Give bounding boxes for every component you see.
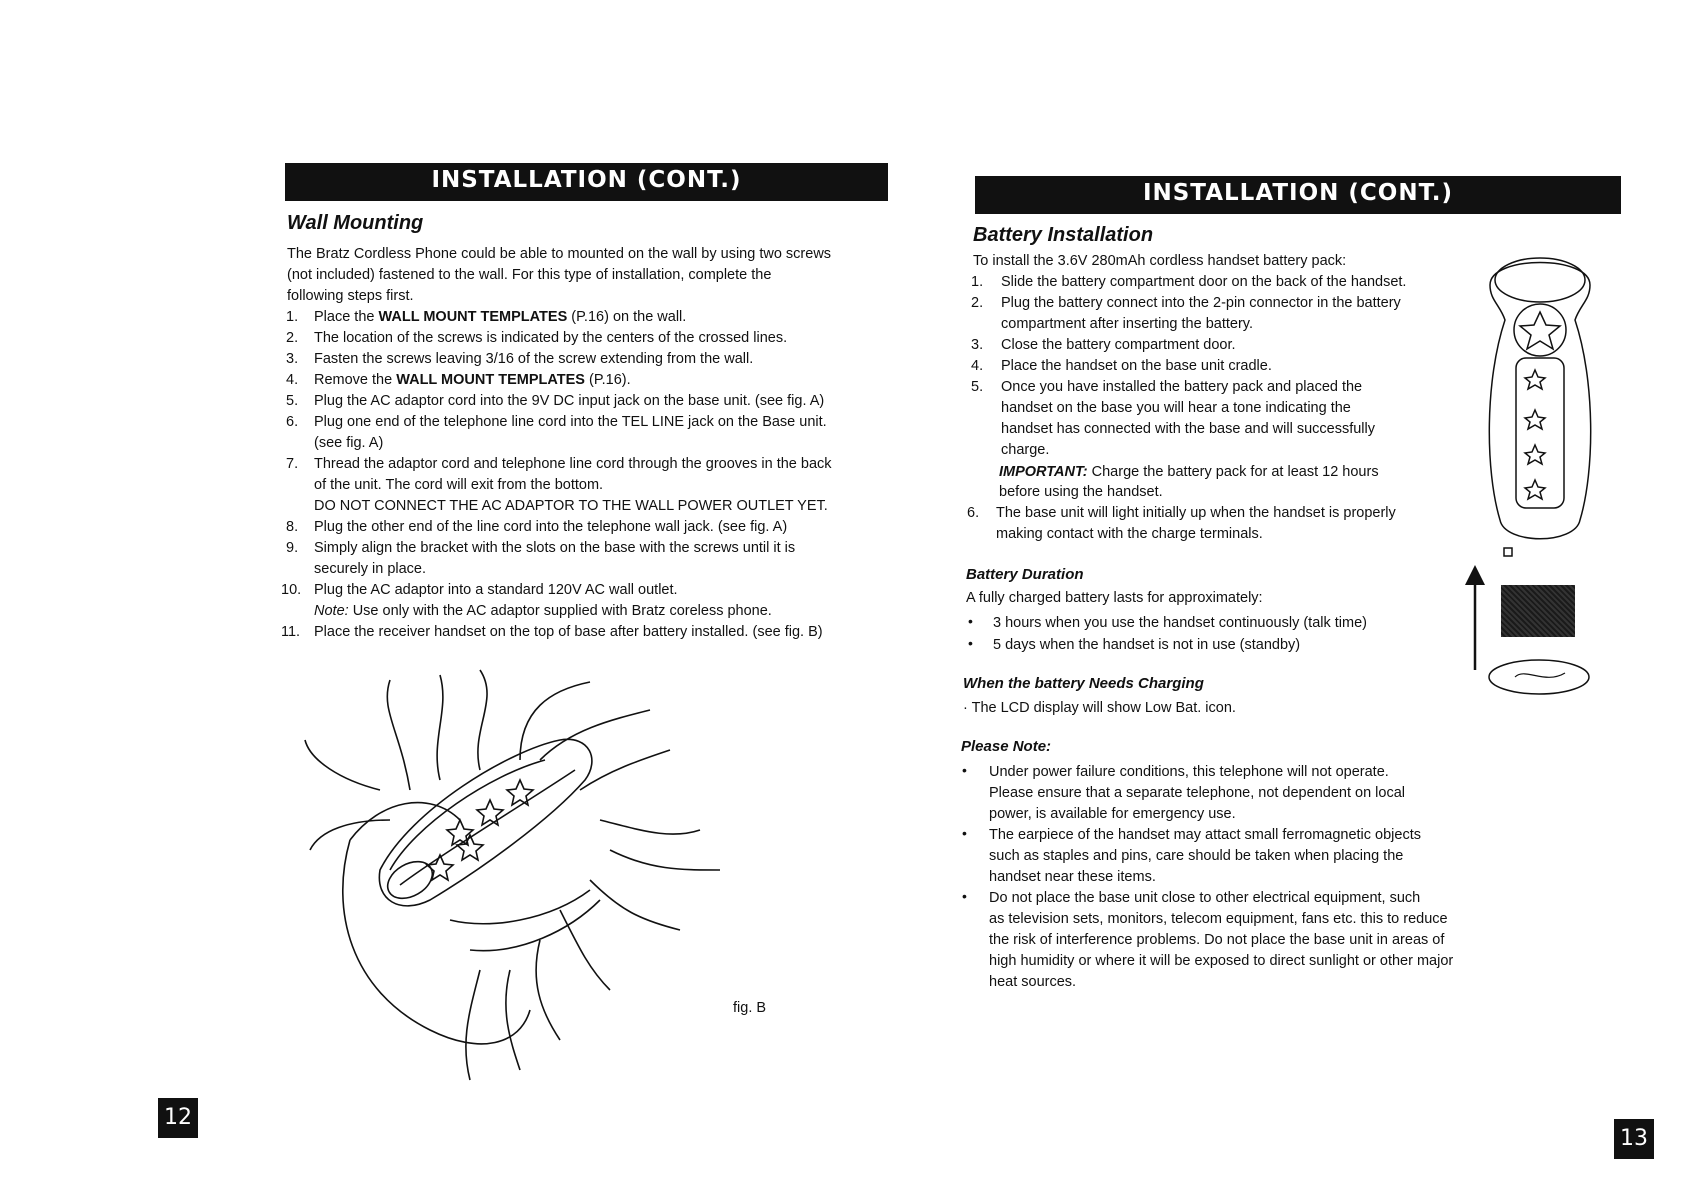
needs-charging-title: When the battery Needs Charging [963,675,1204,692]
step-text-line: (see fig. A) [314,435,384,451]
step-number: 2. [971,295,984,311]
important-label: IMPORTANT: [999,464,1088,480]
step-text-line: handset on the base you will hear a tone indicating the [1001,400,1351,416]
step-text-line: The location of the screws is indicated by the centers of the crossed lines. [314,330,788,346]
bullet-dot: • [968,635,973,651]
battery-duration-title: Battery Duration [966,566,1084,583]
important-note [999,462,1379,483]
page-number-left: 12 [158,1098,198,1138]
figure-b-illustration [290,670,810,1110]
wall-mounting-intro-line: following steps first. [287,288,414,304]
step-text-line: Place the handset on the base unit cradle. [1001,358,1272,374]
wall-mounting-intro-line: (not included) fastened to the wall. For this type of installation, complete the [287,267,772,283]
please-note-line: such as staples and pins, care should be taken when placing the [989,848,1404,864]
step-text-line: Slide the battery compartment door on the back of the handset. [1001,274,1407,290]
page-number-right: 13 [1614,1119,1654,1159]
important-text: Charge the battery pack for at least 12 hours [1087,464,1379,480]
battery-door-illustration [1485,655,1595,700]
step-number: 2. [286,330,299,346]
step-text-line: making contact with the charge terminals. [996,526,1263,542]
step-number: 5. [971,379,984,395]
wall-mounting-title: Wall Mounting [287,212,424,234]
step-text-line: handset has connected with the base and will successfully [1001,421,1375,437]
please-note-line: The earpiece of the handset may attact small ferromagnetic objects [989,827,1421,843]
please-note-line: as television sets, monitors, telecom equipment, fans etc. this to reduce [989,911,1448,927]
step-text-line: Plug the other end of the line cord into the telephone wall jack. (see fig. A) [314,519,788,535]
step-number: 11. [281,624,301,640]
step-number: 6. [967,505,980,521]
step-text-line: DO NOT CONNECT THE AC ADAPTOR TO THE WALL POWER OUTLET YET. [314,498,828,514]
needs-charging-text: · The LCD display will show Low Bat. icon. [963,700,1236,716]
please-note-line: handset near these items. [989,869,1156,885]
wall-mounting-intro-line: The Bratz Cordless Phone could be able to mounted on the wall by using two screws [287,246,832,262]
step-text-line: Plug the battery connect into the 2-pin connector in the battery [1001,295,1401,311]
bullet-dot: • [962,762,967,778]
step-text-line: compartment after inserting the battery. [1001,316,1253,332]
please-note-line: Do not place the base unit close to other electrical equipment, such [989,890,1421,906]
battery-duration-intro: A fully charged battery lasts for approximately: [966,590,1263,606]
step-text-line: Remove the WALL MOUNT TEMPLATES (P.16). [314,372,631,388]
handset-back-illustration [1480,240,1600,570]
step-text-line: The base unit will light initially up when the handset is properly [996,505,1396,521]
figure-b-label: fig. B [733,1000,767,1016]
please-note-line: Please ensure that a separate telephone, not dependent on local [989,785,1405,801]
step-text-line: Once you have installed the battery pack and placed the [1001,379,1363,395]
bullet-dot: • [962,825,967,841]
step-number: 6. [286,414,299,430]
step-text-line: securely in place. [314,561,427,577]
step-number: 3. [286,351,299,367]
step-number: 10. [281,582,302,598]
step-number: 4. [286,372,299,388]
please-note-title: Please Note: [961,738,1052,755]
step-text-line: Plug one end of the telephone line cord into the TEL LINE jack on the Base unit. [314,414,827,430]
step-text-line: Place the receiver handset on the top of base after battery installed. (see fig. B) [314,624,823,640]
battery-duration-bullet: 5 days when the handset is not in use (standby) [993,637,1301,653]
step-text-line: of the unit. The cord will exit from the bottom. [314,477,604,493]
please-note-line: high humidity or where it will be exposed to direct sunlight or other major [989,953,1454,969]
step-text-line: Plug the AC adaptor into a standard 120V AC wall outlet. [314,582,678,598]
step-text-line: Plug the AC adaptor cord into the 9V DC input jack on the base unit. (see fig. A) [314,393,825,409]
battery-pack-image [1501,585,1575,637]
step-number: 4. [971,358,984,374]
left-page-header: INSTALLATION (CONT.) [285,163,888,201]
step-number: 8. [286,519,299,535]
step-number: 5. [286,393,299,409]
step-number: 1. [286,309,299,325]
bullet-dot: • [962,888,967,904]
important-note-line2: before using the handset. [999,484,1163,500]
step-number: 9. [286,540,299,556]
please-note-line: power, is available for emergency use. [989,806,1236,822]
step-text-line: Fasten the screws leaving 3/16 of the screw extending from the wall. [314,351,754,367]
step-text-line: Place the WALL MOUNT TEMPLATES (P.16) on the wall. [314,309,687,325]
right-page-header: INSTALLATION (CONT.) [975,176,1621,214]
please-note-line: Under power failure conditions, this telephone will not operate. [989,764,1389,780]
step-number: 3. [971,337,984,353]
battery-installation-title: Battery Installation [973,224,1154,246]
step-number: 7. [286,456,299,472]
bullet-dot: • [968,613,973,629]
step-text-line: Note: Use only with the AC adaptor supplied with Bratz coreless phone. [314,603,772,619]
battery-duration-bullet: 3 hours when you use the handset continuously (talk time) [993,615,1367,631]
step-number: 1. [971,274,984,290]
step-text-line: Thread the adaptor cord and telephone line cord through the grooves in the back [314,456,832,472]
step-text-line: Close the battery compartment door. [1001,337,1236,353]
please-note-line: the risk of interference problems. Do not place the base unit in areas of [989,932,1445,948]
please-note-line: heat sources. [989,974,1077,990]
step-text-line: Simply align the bracket with the slots on the base with the screws until it is [314,540,796,556]
step-text-line: charge. [1001,442,1050,458]
battery-installation-intro: To install the 3.6V 280mAh cordless handset battery pack: [973,253,1347,269]
